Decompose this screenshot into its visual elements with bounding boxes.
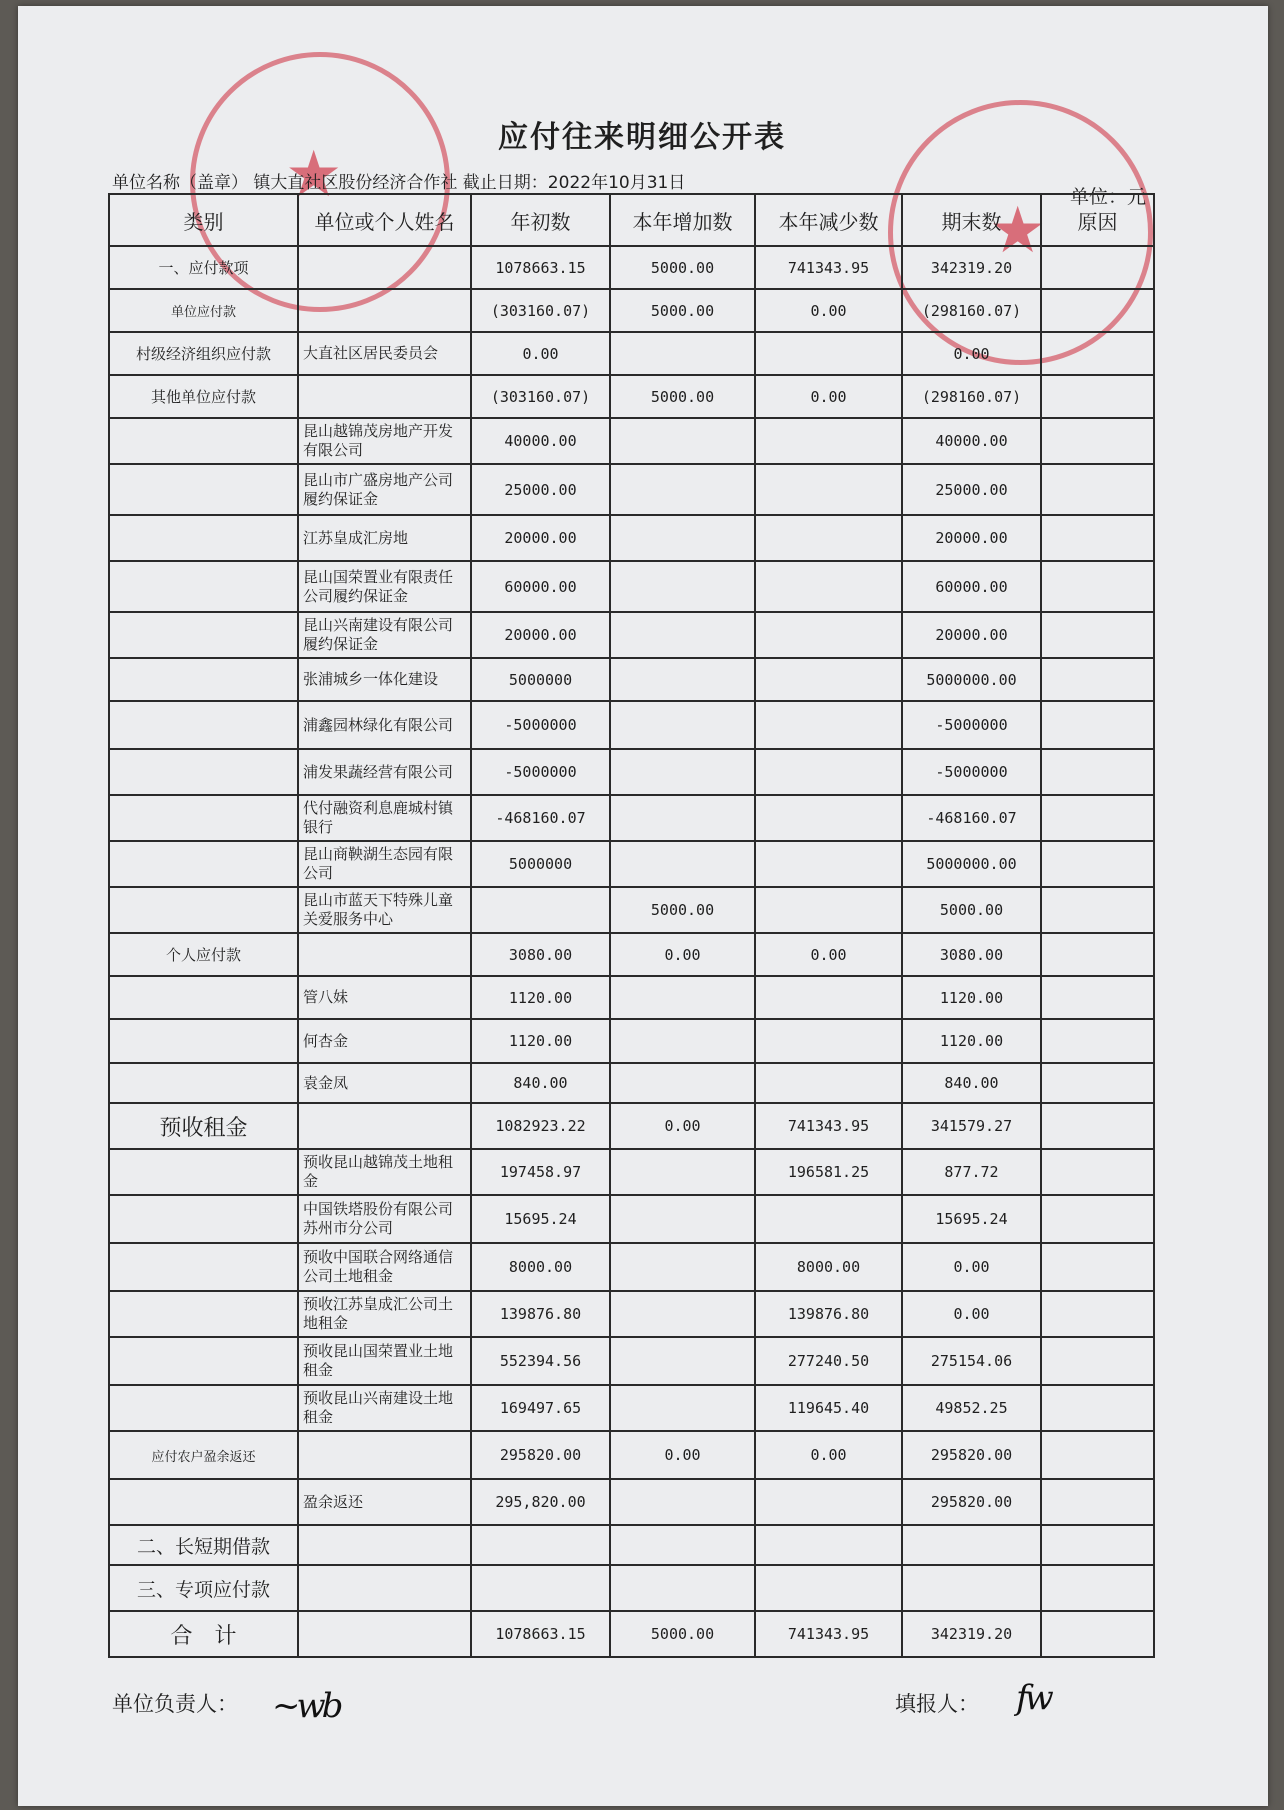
table-row <box>109 1019 1154 1063</box>
cell-name: 浦鑫园林绿化有限公司 <box>298 701 471 749</box>
cell-increase <box>610 464 755 515</box>
cell-begin: 295820.00 <box>471 1431 610 1479</box>
cell-decrease <box>755 1063 902 1103</box>
cell-decrease <box>755 1479 902 1525</box>
cell-end: 1120.00 <box>902 976 1041 1019</box>
cell-decrease <box>755 795 902 841</box>
cell-begin: 1078663.15 <box>471 1611 610 1657</box>
cell-begin: 1078663.15 <box>471 246 610 289</box>
cell-end: 3080.00 <box>902 933 1041 976</box>
cell-increase: 5000.00 <box>610 887 755 933</box>
header-increase: 本年增加数 <box>610 194 755 246</box>
header-category: 类别 <box>109 194 298 246</box>
cell-reason <box>1041 1479 1154 1525</box>
cell-decrease <box>755 464 902 515</box>
cell-reason <box>1041 933 1154 976</box>
cell-category <box>109 1479 298 1525</box>
cell-increase <box>610 658 755 701</box>
cell-name: 张浦城乡一体化建设 <box>298 658 471 701</box>
cell-begin <box>471 887 610 933</box>
cell-category: 预收租金 <box>109 1103 298 1149</box>
cell-name <box>298 246 471 289</box>
seal-star-icon: ★ <box>989 194 1047 268</box>
cell-reason <box>1041 1337 1154 1385</box>
cell-reason <box>1041 1103 1154 1149</box>
cell-reason <box>1041 515 1154 561</box>
cell-increase: 5000.00 <box>610 246 755 289</box>
cell-decrease: 0.00 <box>755 933 902 976</box>
cell-reason <box>1041 658 1154 701</box>
cell-begin: 5000000 <box>471 841 610 887</box>
cell-end: 342319.20 <box>902 1611 1041 1657</box>
cell-increase <box>610 515 755 561</box>
cell-end: 25000.00 <box>902 464 1041 515</box>
header-begin: 年初数 <box>471 194 610 246</box>
table-row <box>109 795 1154 841</box>
filler-signature: fw <box>1016 1678 1050 1718</box>
cell-decrease <box>755 1019 902 1063</box>
cell-name <box>298 289 471 332</box>
cell-name: 预收中国联合网络通信公司土地租金 <box>298 1243 471 1291</box>
cell-category <box>109 464 298 515</box>
cell-reason <box>1041 1291 1154 1337</box>
cell-increase <box>610 749 755 795</box>
cell-begin: 40000.00 <box>471 418 610 464</box>
cell-name: 管八妹 <box>298 976 471 1019</box>
cell-name: 盈余返还 <box>298 1479 471 1525</box>
cell-increase <box>610 841 755 887</box>
cell-decrease: 0.00 <box>755 1431 902 1479</box>
cell-decrease <box>755 332 902 375</box>
cell-category: 三、专项应付款 <box>109 1565 298 1611</box>
cell-increase <box>610 1019 755 1063</box>
cell-category <box>109 749 298 795</box>
cell-name <box>298 1103 471 1149</box>
cell-end: 840.00 <box>902 1063 1041 1103</box>
table-row <box>109 1385 1154 1431</box>
header-end: 期末数 <box>902 194 1041 246</box>
cell-increase: 0.00 <box>610 1103 755 1149</box>
cell-decrease <box>755 749 902 795</box>
table-row <box>109 515 1154 561</box>
cell-decrease: 741343.95 <box>755 1611 902 1657</box>
cell-category <box>109 1385 298 1431</box>
cell-increase <box>610 1243 755 1291</box>
table-row <box>109 246 1154 289</box>
cell-increase <box>610 795 755 841</box>
cell-begin: 1120.00 <box>471 976 610 1019</box>
table-row <box>109 1243 1154 1291</box>
cell-category <box>109 658 298 701</box>
cell-increase <box>610 1565 755 1611</box>
cell-begin: 295,820.00 <box>471 1479 610 1525</box>
cell-begin: -5000000 <box>471 701 610 749</box>
cell-decrease: 119645.40 <box>755 1385 902 1431</box>
cell-reason <box>1041 612 1154 658</box>
table-row <box>109 1291 1154 1337</box>
cell-reason <box>1041 1385 1154 1431</box>
cell-begin <box>471 1565 610 1611</box>
cell-begin: -5000000 <box>471 749 610 795</box>
cell-decrease: 277240.50 <box>755 1337 902 1385</box>
cell-end <box>902 1565 1041 1611</box>
cell-end: 0.00 <box>902 1291 1041 1337</box>
responsible-person-signature: ~wb <box>272 1686 340 1726</box>
cell-begin: 15695.24 <box>471 1195 610 1243</box>
cell-name: 预收昆山国荣置业土地租金 <box>298 1337 471 1385</box>
cell-increase: 0.00 <box>610 1431 755 1479</box>
cell-category <box>109 1243 298 1291</box>
table-row <box>109 375 1154 418</box>
cell-end: -468160.07 <box>902 795 1041 841</box>
cell-reason <box>1041 701 1154 749</box>
cell-decrease: 8000.00 <box>755 1243 902 1291</box>
seal-star-icon: ★ <box>285 138 343 212</box>
cell-begin: (303160.07) <box>471 289 610 332</box>
cell-name <box>298 1525 471 1565</box>
cell-category: 一、应付款项 <box>109 246 298 289</box>
table-row <box>109 933 1154 976</box>
cell-decrease <box>755 418 902 464</box>
table-row <box>109 1337 1154 1385</box>
cell-reason <box>1041 976 1154 1019</box>
cell-increase: 5000.00 <box>610 1611 755 1657</box>
cell-name: 预收昆山越锦茂土地租金 <box>298 1149 471 1195</box>
cell-reason <box>1041 841 1154 887</box>
cell-begin: 8000.00 <box>471 1243 610 1291</box>
cell-category: 其他单位应付款 <box>109 375 298 418</box>
cell-reason <box>1041 246 1154 289</box>
cell-increase <box>610 1063 755 1103</box>
cell-end: 295820.00 <box>902 1479 1041 1525</box>
cell-category <box>109 418 298 464</box>
cell-increase: 5000.00 <box>610 375 755 418</box>
cell-reason <box>1041 375 1154 418</box>
cell-category <box>109 841 298 887</box>
cell-reason <box>1041 749 1154 795</box>
cell-category: 个人应付款 <box>109 933 298 976</box>
cell-begin: 1082923.22 <box>471 1103 610 1149</box>
cell-reason <box>1041 887 1154 933</box>
cell-name: 昆山国荣置业有限责任公司履约保证金 <box>298 561 471 612</box>
cell-begin: 60000.00 <box>471 561 610 612</box>
cell-category: 村级经济组织应付款 <box>109 332 298 375</box>
cell-increase <box>610 701 755 749</box>
cell-begin: 840.00 <box>471 1063 610 1103</box>
cell-end: (298160.07) <box>902 375 1041 418</box>
cell-begin: 0.00 <box>471 332 610 375</box>
cell-reason <box>1041 418 1154 464</box>
cell-name: 预收昆山兴南建设土地租金 <box>298 1385 471 1431</box>
cell-category: 合 计 <box>109 1611 298 1657</box>
unit-and-date-line: 单位名称（盖章） 镇大直社区股份经济合作社 截止日期：2022年10月31日 <box>112 173 686 193</box>
cell-increase <box>610 1291 755 1337</box>
cell-begin <box>471 1525 610 1565</box>
cell-name: 代付融资利息鹿城村镇银行 <box>298 795 471 841</box>
cell-name: 昆山市蓝天下特殊儿童关爱服务中心 <box>298 887 471 933</box>
cell-category <box>109 1019 298 1063</box>
cell-begin: 552394.56 <box>471 1337 610 1385</box>
cell-decrease <box>755 1195 902 1243</box>
cell-reason <box>1041 1063 1154 1103</box>
cell-name: 袁金凤 <box>298 1063 471 1103</box>
cell-begin: 20000.00 <box>471 612 610 658</box>
header-reason: 原因 <box>1041 194 1154 246</box>
cell-reason <box>1041 795 1154 841</box>
cell-increase <box>610 1525 755 1565</box>
cell-end: (298160.07) <box>902 289 1041 332</box>
cell-category <box>109 1291 298 1337</box>
cell-name <box>298 1565 471 1611</box>
cell-decrease <box>755 1525 902 1565</box>
table-row <box>109 1525 1154 1565</box>
table-header-row <box>109 194 1154 246</box>
cell-reason <box>1041 1019 1154 1063</box>
cell-reason <box>1041 1243 1154 1291</box>
table-row <box>109 1103 1154 1149</box>
cell-end: -5000000 <box>902 701 1041 749</box>
cell-increase: 5000.00 <box>610 289 755 332</box>
table-row <box>109 976 1154 1019</box>
cell-decrease: 0.00 <box>755 375 902 418</box>
filler-label: 填报人： <box>895 1692 979 1716</box>
table-row <box>109 1479 1154 1525</box>
cell-reason <box>1041 1611 1154 1657</box>
cell-decrease: 0.00 <box>755 289 902 332</box>
cell-increase <box>610 1479 755 1525</box>
cell-name <box>298 375 471 418</box>
cell-name: 中国铁塔股份有限公司苏州市分公司 <box>298 1195 471 1243</box>
table-row <box>109 332 1154 375</box>
cell-category <box>109 515 298 561</box>
cell-end: 5000.00 <box>902 887 1041 933</box>
table-row <box>109 1063 1154 1103</box>
cell-end: -5000000 <box>902 749 1041 795</box>
cell-end: 5000000.00 <box>902 841 1041 887</box>
table-row <box>109 289 1154 332</box>
cell-end: 20000.00 <box>902 612 1041 658</box>
table-row <box>109 1149 1154 1195</box>
cell-name: 预收江苏皇成汇公司土地租金 <box>298 1291 471 1337</box>
cell-begin: 5000000 <box>471 658 610 701</box>
cell-reason <box>1041 1431 1154 1479</box>
cell-increase <box>610 418 755 464</box>
header-decrease: 本年减少数 <box>755 194 902 246</box>
cell-name: 江苏皇成汇房地 <box>298 515 471 561</box>
cell-increase <box>610 561 755 612</box>
cell-decrease: 741343.95 <box>755 1103 902 1149</box>
cell-name: 昆山兴南建设有限公司履约保证金 <box>298 612 471 658</box>
cell-name: 何杏金 <box>298 1019 471 1063</box>
cell-name <box>298 933 471 976</box>
table-row <box>109 1611 1154 1657</box>
table-row <box>109 658 1154 701</box>
cell-reason <box>1041 561 1154 612</box>
cell-decrease <box>755 841 902 887</box>
cell-decrease <box>755 612 902 658</box>
cell-increase <box>610 1337 755 1385</box>
cell-increase <box>610 1195 755 1243</box>
cell-begin: 169497.65 <box>471 1385 610 1431</box>
cell-name <box>298 1431 471 1479</box>
cell-decrease <box>755 1565 902 1611</box>
cell-reason <box>1041 1195 1154 1243</box>
cell-end: 0.00 <box>902 332 1041 375</box>
cell-category <box>109 976 298 1019</box>
cell-decrease <box>755 976 902 1019</box>
cell-name: 昆山市广盛房地产公司履约保证金 <box>298 464 471 515</box>
cell-increase <box>610 1385 755 1431</box>
cell-end: 15695.24 <box>902 1195 1041 1243</box>
cell-category <box>109 701 298 749</box>
cell-category <box>109 1195 298 1243</box>
cell-reason <box>1041 1525 1154 1565</box>
cell-category: 二、长短期借款 <box>109 1525 298 1565</box>
cell-begin: 20000.00 <box>471 515 610 561</box>
cell-name: 大直社区居民委员会 <box>298 332 471 375</box>
cell-end: 5000000.00 <box>902 658 1041 701</box>
cell-increase <box>610 612 755 658</box>
cell-increase <box>610 976 755 1019</box>
cell-decrease: 741343.95 <box>755 246 902 289</box>
currency-unit: 单位：元 <box>1070 186 1147 208</box>
cell-reason <box>1041 1149 1154 1195</box>
table-row <box>109 701 1154 749</box>
cell-begin: 197458.97 <box>471 1149 610 1195</box>
table-row <box>109 841 1154 887</box>
responsible-person-label: 单位负责人： <box>112 1692 238 1716</box>
cell-decrease <box>755 887 902 933</box>
table-row <box>109 1431 1154 1479</box>
cell-decrease <box>755 561 902 612</box>
cell-end: 342319.20 <box>902 246 1041 289</box>
cell-begin: 25000.00 <box>471 464 610 515</box>
cell-category <box>109 561 298 612</box>
cell-category <box>109 1149 298 1195</box>
cell-name: 浦发果蔬经营有限公司 <box>298 749 471 795</box>
cell-end: 49852.25 <box>902 1385 1041 1431</box>
cell-category <box>109 887 298 933</box>
cell-begin: -468160.07 <box>471 795 610 841</box>
table-row <box>109 418 1154 464</box>
table-row <box>109 1195 1154 1243</box>
document-title: 应付往来明细公开表 <box>498 120 786 155</box>
cell-category <box>109 612 298 658</box>
cell-decrease <box>755 658 902 701</box>
cell-end: 40000.00 <box>902 418 1041 464</box>
cell-name: 昆山越锦茂房地产开发有限公司 <box>298 418 471 464</box>
cell-reason <box>1041 1565 1154 1611</box>
cell-begin: 3080.00 <box>471 933 610 976</box>
table-row <box>109 464 1154 515</box>
cell-end: 341579.27 <box>902 1103 1041 1149</box>
cell-category <box>109 1063 298 1103</box>
cell-end <box>902 1525 1041 1565</box>
cell-increase <box>610 1149 755 1195</box>
cell-decrease <box>755 515 902 561</box>
table-row <box>109 749 1154 795</box>
cell-decrease: 196581.25 <box>755 1149 902 1195</box>
cell-begin: (303160.07) <box>471 375 610 418</box>
cell-begin: 139876.80 <box>471 1291 610 1337</box>
cell-end: 60000.00 <box>902 561 1041 612</box>
cell-end: 295820.00 <box>902 1431 1041 1479</box>
cell-category: 单位应付款 <box>109 289 298 332</box>
cell-reason <box>1041 332 1154 375</box>
cell-end: 1120.00 <box>902 1019 1041 1063</box>
table-row <box>109 1565 1154 1611</box>
cell-category: 应付农户盈余返还 <box>109 1431 298 1479</box>
cell-decrease <box>755 701 902 749</box>
cell-category <box>109 1337 298 1385</box>
cell-begin: 1120.00 <box>471 1019 610 1063</box>
cell-end: 20000.00 <box>902 515 1041 561</box>
cell-decrease: 139876.80 <box>755 1291 902 1337</box>
cell-reason <box>1041 289 1154 332</box>
cell-category <box>109 795 298 841</box>
table-row <box>109 887 1154 933</box>
cell-increase: 0.00 <box>610 933 755 976</box>
cell-name: 昆山商鞅湖生态园有限公司 <box>298 841 471 887</box>
cell-reason <box>1041 464 1154 515</box>
table-row <box>109 561 1154 612</box>
cell-end: 0.00 <box>902 1243 1041 1291</box>
cell-increase <box>610 332 755 375</box>
cell-name <box>298 1611 471 1657</box>
table-row <box>109 612 1154 658</box>
header-name: 单位或个人姓名 <box>298 194 471 246</box>
payables-table <box>108 193 1155 1658</box>
cell-end: 877.72 <box>902 1149 1041 1195</box>
cell-end: 275154.06 <box>902 1337 1041 1385</box>
